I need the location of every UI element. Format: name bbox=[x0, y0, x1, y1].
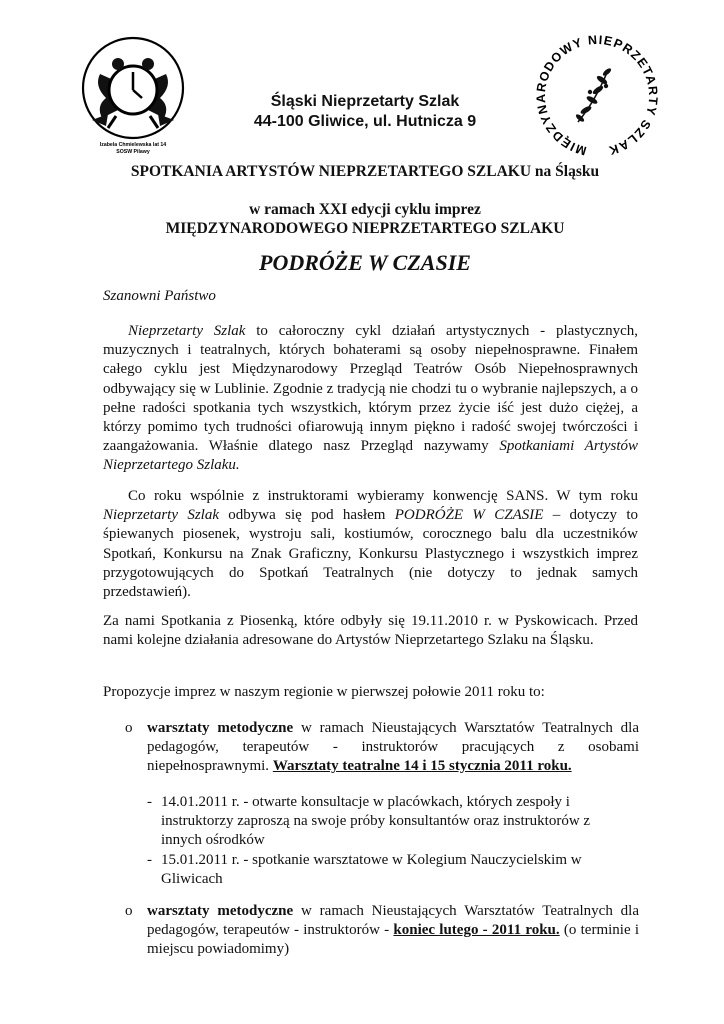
subtitle-block bbox=[60, 200, 670, 238]
paragraph-convention bbox=[103, 487, 638, 602]
bullet-2-text: w ramach Nieustających Warsztatów Teatralnych dla pedagogów, terapeutów - instruktorów - bbox=[147, 903, 640, 939]
bullet-item-1 bbox=[147, 719, 639, 777]
logo-caption-line2: SOSW Pilawy bbox=[116, 149, 150, 155]
list-item-text: 14.01.2011 r. - otwarte konsultacje w placówkach, których zespoły i instruktorzy zaproszą na swoje próby konsultantów oraz instruktorów z innych ośrodków bbox=[161, 794, 591, 849]
dash-marker: - bbox=[147, 794, 152, 810]
clock-logo bbox=[78, 36, 188, 158]
org-address: 44-100 Gliwice, ul. Hutnicza 9 bbox=[253, 113, 477, 130]
paragraph-convention-b: odbywa się pod hasłem bbox=[218, 507, 395, 524]
paragraph-convention-c: – dotyczy to śpiewanych piosenek, wystroju sali, kostiumów, corocznego balu dla uczestników Spotkań, Konkursu na Znak Graficzny, Konkursu Plastycznego i wszystkich imprez przygotowujących do Spotkań Teatralnych (nie dotyczy to jednak samych przedstawień). bbox=[103, 507, 639, 601]
bullet-marker-2: o bbox=[125, 903, 133, 919]
main-title: SPOTKANIA ARTYSTÓW NIEPRZETARTEGO SZLAKU na Śląsku bbox=[130, 163, 600, 180]
paragraph-past-events: Za nami Spotkania z Piosenką, które odbyły się 19.11.2010 r. w Pyskowicach. Przed nami kolejne działania adresowane do Artystów Nieprzetartego Szlaku na Śląsku. bbox=[103, 613, 638, 649]
logo-ring-text: MIĘDZYNARODOWY NIEPRZETARTY SZLAK bbox=[533, 32, 661, 158]
dash-marker: - bbox=[147, 851, 152, 868]
schedule-list bbox=[147, 793, 627, 889]
bullet-marker-1: o bbox=[125, 720, 133, 736]
international-logo bbox=[528, 30, 666, 160]
italic-lead: Nieprzetarty Szlak bbox=[128, 323, 246, 339]
paragraph-convention-italic-b: PODRÓŻE W CZASIE bbox=[394, 507, 544, 524]
subtitle-line1: w ramach XXI edycji cyklu imprez bbox=[249, 201, 481, 218]
paragraph-convention-italic-a: Nieprzetarty Szlak bbox=[103, 507, 219, 524]
svg-text:MIĘDZYNARODOWY NIEPRZETARTY SZ bbox=[534, 33, 660, 158]
paragraph-intro-text: to całoroczny cykl działań artystycznych - plastycznych, muzycznych i teatralnych, których bohaterami są osoby niepełnosprawne. Finałem całego cyklu jest Międzynarodowy Przegląd Teatrów Osób Niepełnosprawnych odbywający się w Lublinie. Zgodnie z tradycją nie chodzi tu o wybranie najlepszych, a o pełne radości spotkania tych wszystkich, którym przez życie iść jest dużo ciężej, a którzy pomimo tych trudności ofiarowują innym piękno i radość swojej twórczości i zaangażowania. Właśnie dlatego nasz Przegląd nazywamy bbox=[103, 323, 639, 455]
subtitle-line2: MIĘDZYNARODOWEGO NIEPRZETARTEGO SZLAKU bbox=[165, 220, 565, 237]
logo-caption-line1: Izabela Chmielewska lat 14 bbox=[99, 142, 167, 148]
org-name: Śląski Nieprzetarty Szlak bbox=[270, 93, 460, 110]
paragraph-convention-a: Co roku wspólnie z instruktorami wybieramy konwencję SANS. W tym roku bbox=[128, 488, 638, 504]
organization-block bbox=[200, 92, 530, 132]
list-item bbox=[147, 793, 627, 851]
bullet-2-underlined: koniec lutego - 2011 roku. bbox=[393, 922, 560, 939]
paragraph-proposals: Propozycje imprez w naszym regionie w pierwszej połowie 2011 roku to: bbox=[103, 684, 545, 700]
greeting: Szanowni Państwo bbox=[103, 288, 216, 304]
theme-title: PODRÓŻE W CZASIE bbox=[259, 250, 471, 275]
bullet-2-bold: warsztaty metodyczne bbox=[147, 903, 294, 919]
bullet-2-tail: (o terminie i miejscu powiadomimy) bbox=[147, 922, 639, 958]
list-item bbox=[147, 851, 627, 889]
paragraph-intro bbox=[103, 322, 638, 476]
list-item-text: 15.01.2011 r. - spotkanie warsztatowe w Kolegium Nauczycielskim w Gliwicach bbox=[161, 851, 582, 887]
bullet-item-2 bbox=[147, 902, 639, 960]
bullet-1-bold: warsztaty metodyczne bbox=[147, 720, 294, 736]
italic-tail: Spotkaniami Artystów Nieprzetartego Szlaku. bbox=[103, 438, 639, 474]
bullet-1-underlined: Warsztaty teatralne 14 i 15 stycznia 2011 roku. bbox=[272, 758, 572, 775]
bullet-1-text: w ramach Nieustających Warsztatów Teatralnych dla pedagogów, terapeutów - instruktorów pracujących z osobami niepełnosprawnymi. bbox=[147, 720, 640, 775]
